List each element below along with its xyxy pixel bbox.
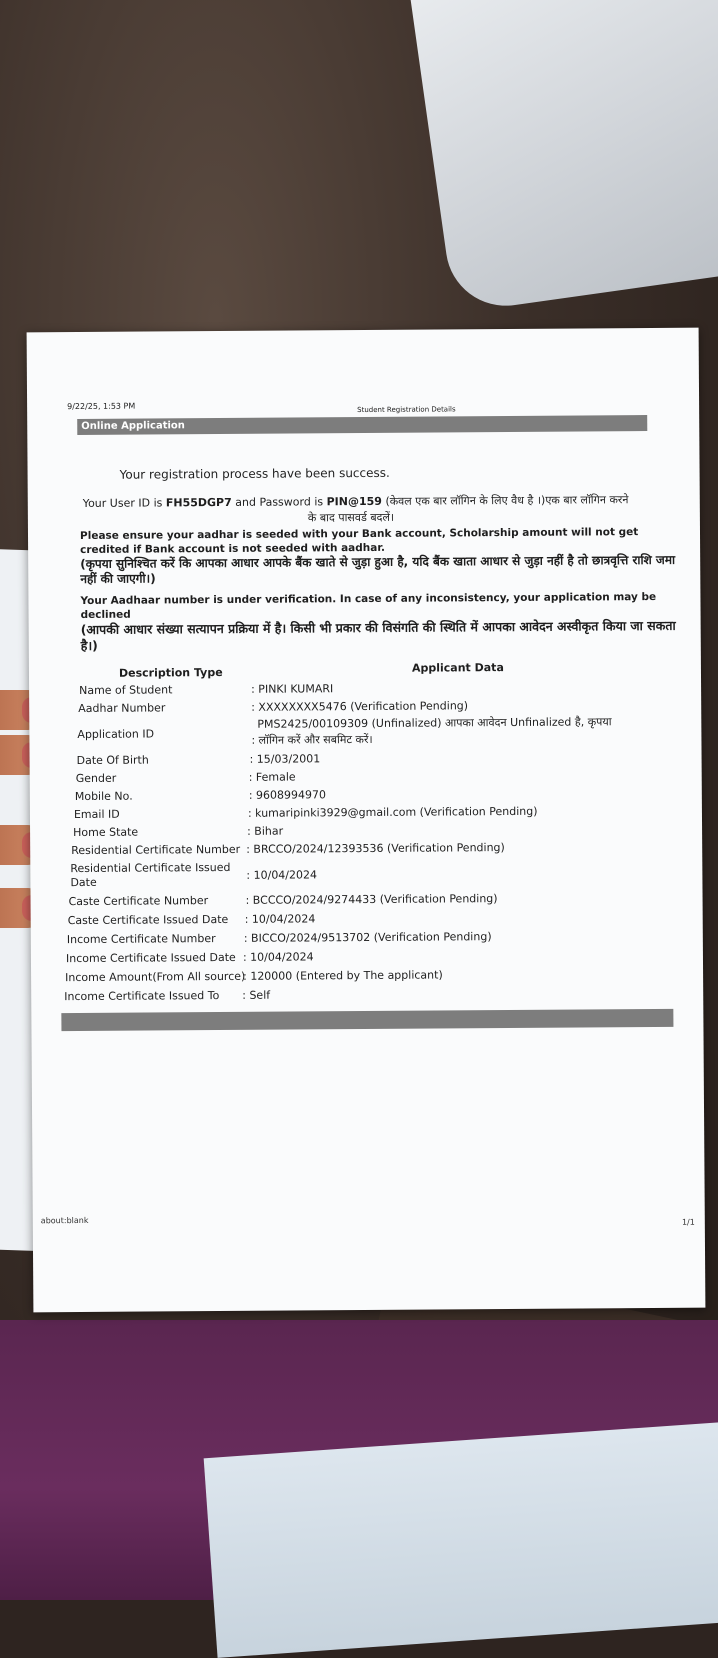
bottom-band [61, 1009, 673, 1031]
section-band [77, 415, 647, 435]
row-value: : Female [248, 770, 296, 784]
user-id: FH55DGP7 [165, 495, 232, 510]
password: PIN@159 [326, 494, 382, 509]
row-label: Caste Certificate Number [68, 894, 209, 909]
footer-page-number: 1/1 [681, 1217, 695, 1227]
row-label: Residential Certificate Number [71, 842, 241, 858]
row-label: Income Amount(From All source) [65, 969, 246, 985]
row-label: Gender [75, 771, 117, 786]
row-value: : BCCCO/2024/9274433 (Verification Pending) [245, 892, 498, 907]
credentials-line [83, 492, 683, 528]
row-label: Income Certificate Number [66, 932, 216, 947]
row-label: Name of Student [79, 683, 173, 697]
row-value: : Bihar [247, 824, 284, 838]
row-value-line2: लॉगिन करें और सबमिट करें। [258, 732, 373, 747]
row-value: : 9608994970 [248, 788, 327, 802]
row-value: : 10/04/2024 [242, 950, 314, 964]
creds-hindi-2: के बाद पासवर्ड बदलें। [307, 510, 395, 525]
verification-notice-hi: (आपकी आधार संख्या सत्यापन प्रक्रिया में है। किसी भी प्रकार की विसंगति की स्थिति में आपका आवेदन अस्वीकृत किया जा सकता है।) [80, 617, 676, 653]
aadhar-bank-notice-en: Please ensure your aadhar is seeded with your Bank account, Scholarship amount will not get credited if Bank account is not seeded with aadhar. [79, 526, 639, 556]
band-title: Online Application [81, 420, 185, 432]
row-value: : BICCO/2024/9513702 (Verification Pending) [243, 930, 492, 945]
row-label: Aadhar Number [78, 701, 166, 716]
row-value-cont: : लॉगिन करें और सबमिट करें। [251, 732, 373, 747]
success-message: Your registration process have been success. [119, 465, 390, 482]
row-label: Email ID [73, 807, 120, 822]
verification-notice-en: Your Aadhaar number is under verification. In case of any inconsistency, your application may be declined [80, 590, 657, 621]
row-value: : PINKI KUMARI [251, 682, 334, 696]
footer-url: about:blank [40, 1215, 89, 1226]
light-cloth [204, 1422, 718, 1658]
printed-document [27, 328, 706, 1313]
creds-prefix: Your User ID is [82, 496, 166, 510]
row-label: Residential Certificate Issued Date [70, 860, 231, 890]
print-page-title: Student Registration Details [357, 405, 456, 415]
row-label: Income Certificate Issued To [64, 989, 220, 1004]
row-label: Caste Certificate Issued Date [67, 912, 229, 928]
row-label: Date Of Birth [76, 753, 149, 768]
col-header-description: Description Type [118, 665, 223, 680]
row-label: Income Certificate Issued Date [65, 950, 236, 966]
row-value: : BRCCO/2024/12393536 (Verification Pending) [246, 841, 505, 856]
print-datetime: 9/22/25, 1:53 PM [67, 401, 136, 412]
row-label: Application ID [77, 727, 155, 742]
row-label: Home State [73, 825, 139, 840]
row-value: : 15/03/2001 [249, 752, 321, 766]
col-header-applicant: Applicant Data [411, 661, 504, 675]
row-value: : 10/04/2024 [244, 912, 316, 926]
row-label: Mobile No. [74, 789, 133, 804]
row-value: : kumaripinki3929@gmail.com (Verification Pending) [247, 804, 538, 820]
aadhar-bank-notice-hi: (कृपया सुनिश्चित करें कि आपका आधार आपके बैंक खाते से जुड़ा हुआ है, यदि बैंक खाता आधार से जुड़ा नहीं है तो छात्रवृत्ति राशि जमा नहीं की जाएगी।) [80, 552, 676, 586]
row-value: : Self [242, 988, 271, 1002]
row-value: : 10/04/2024 [246, 868, 318, 882]
row-value: : 120000 (Entered by The applicant) [243, 968, 443, 983]
creds-hindi-1: (केवल एक बार लॉगिन के लिए वैध है ।)एक बार लॉगिन करने [381, 493, 629, 508]
cloth-background [409, 0, 718, 313]
row-value: : XXXXXXXX5476 (Verification Pending) [251, 699, 469, 714]
row-value: PMS2425/00109309 (Unfinalized) आपका आवेदन Unfinalized है, कृपया [257, 715, 612, 731]
creds-mid: and Password is [231, 495, 327, 509]
